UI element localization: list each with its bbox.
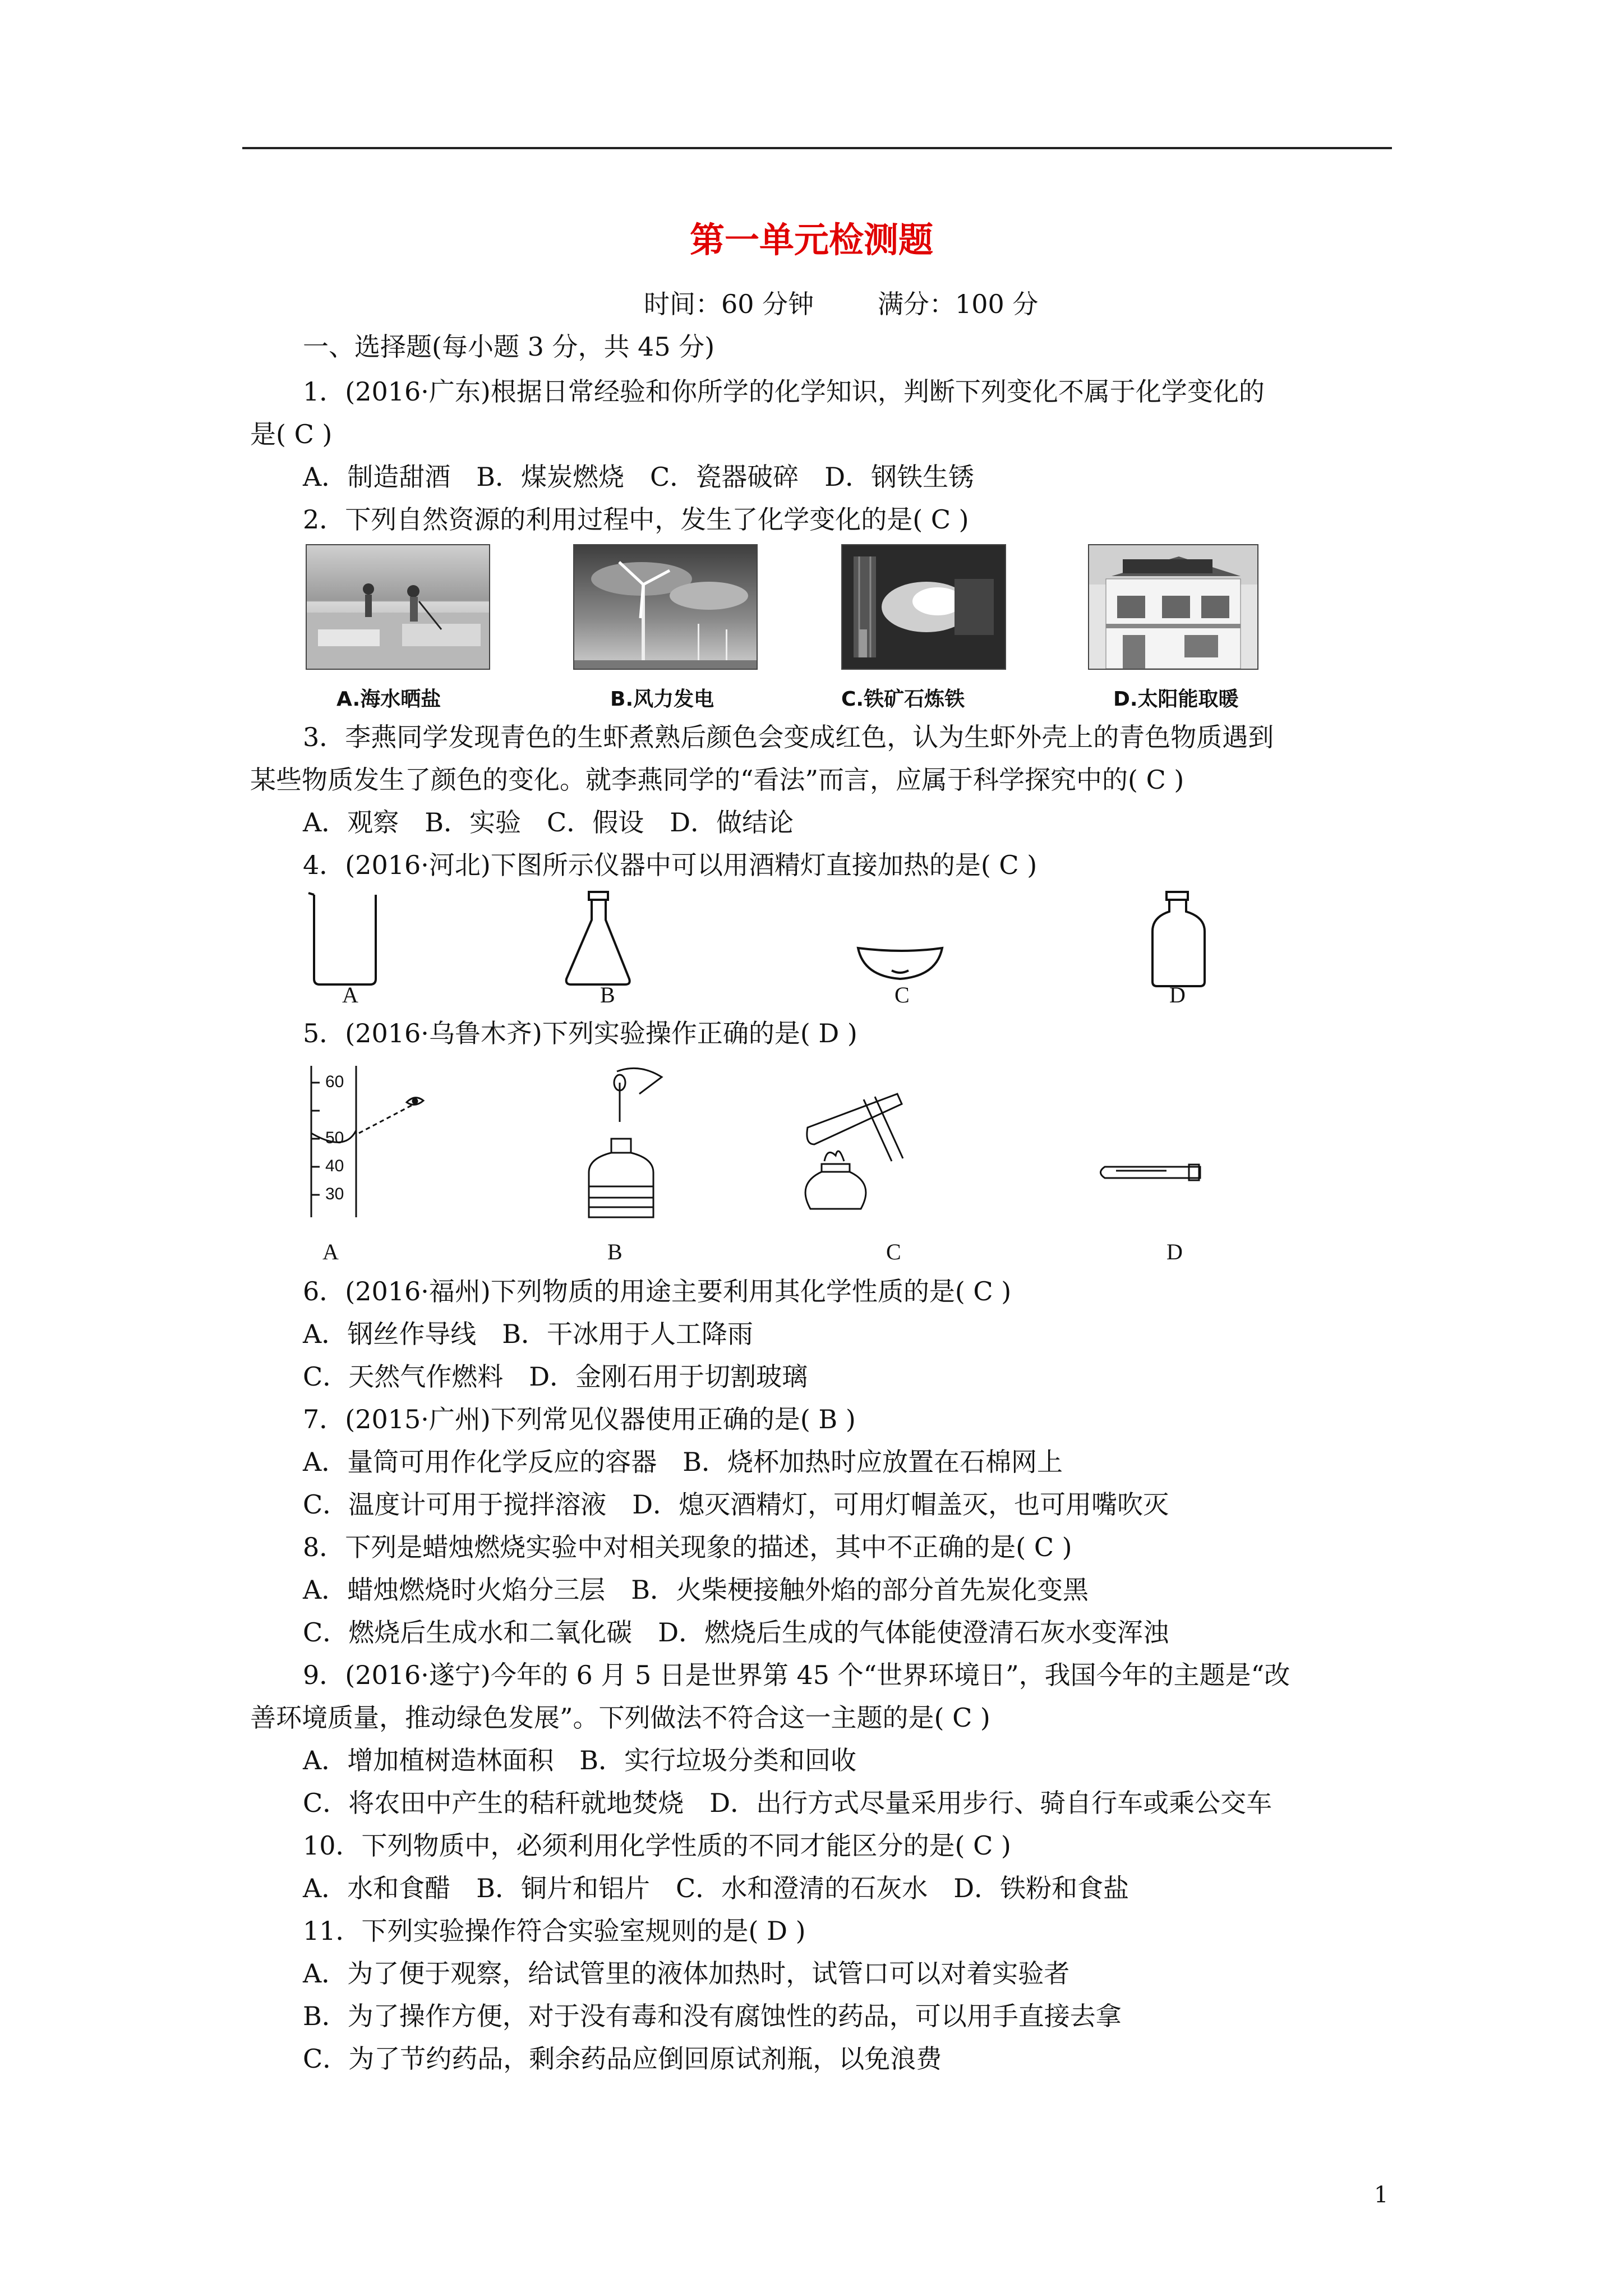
reagent-bottle-icon	[1152, 892, 1205, 986]
q6-options-1: A．钢丝作导线 B．干冰用于人工降雨	[303, 1319, 754, 1349]
q10-options: A．水和食醋 B．铜片和铝片 C．水和澄清的石灰水 D．铁粉和食盐	[303, 1873, 1129, 1903]
tick-30: 30	[325, 1185, 344, 1203]
q1-options: A．制造甜酒 B．煤炭燃烧 C．瓷器破碎 D．钢铁生锈	[303, 462, 975, 492]
q9-stem-line2: 善环境质量，推动绿色发展”。下列做法不符合这一主题的是( C )	[250, 1703, 990, 1733]
sea-salt-photo	[306, 544, 490, 670]
q1-stem-line1: 1．(2016·广东)根据日常经验和你所学的化学知识，判断下列变化不属于化学变化的	[303, 376, 1265, 407]
q10-stem: 10．下列物质中，必须利用化学性质的不同才能区分的是( C )	[303, 1830, 1011, 1861]
q3-stem-line2: 某些物质发生了颜色的变化。就李燕同学的“看法”而言，应属于科学探究中的( C )	[250, 765, 1184, 795]
q2-caption-b: B.风力发电	[610, 688, 714, 711]
q7-options-2: C．温度计可用于搅拌溶液 D．熄灭酒精灯，可用灯帽盖灭，也可用嘴吹灭	[303, 1489, 1169, 1520]
tick-50: 50	[325, 1129, 344, 1147]
q8-stem: 8．下列是蜡烛燃烧实验中对相关现象的描述，其中不正确的是( C )	[303, 1532, 1072, 1562]
q3-stem-line1: 3．李燕同学发现青色的生虾煮熟后颜色会变成红色，认为生虾外壳上的青色物质遇到	[303, 722, 1274, 752]
test-tube-heating-icon	[805, 1094, 903, 1209]
q8-options-1: A．蜡烛燃烧时火焰分三层 B．火柴梗接触外焰的部分首先炭化变黑	[303, 1575, 1089, 1605]
q11-stem: 11．下列实验操作符合实验室规则的是( D )	[303, 1916, 806, 1946]
q5-operations	[303, 1060, 1256, 1223]
q6-options-2: C．天然气作燃料 D．金刚石用于切割玻璃	[303, 1361, 808, 1392]
evaporating-dish-icon	[858, 948, 942, 979]
q6-stem: 6．(2016·福州)下列物质的用途主要利用其化学性质的是( C )	[303, 1276, 1012, 1306]
q9-stem-line1: 9．(2016·遂宁)今年的 6 月 5 日是世界第 45 个“世界环境日”，我国今年的主题是“改	[303, 1660, 1290, 1690]
q4-label-b: B	[600, 982, 615, 1007]
q11-option-b: B．为了操作方便，对于没有毒和没有腐蚀性的药品，可以用手直接去拿	[303, 2001, 1122, 2031]
q1-stem-line2: 是( C )	[250, 419, 333, 449]
q5-label-b: B	[607, 1239, 623, 1264]
q11-option-a: A．为了便于观察，给试管里的液体加热时，试管口可以对着实验者	[303, 1958, 1070, 1989]
tick-60: 60	[325, 1073, 344, 1091]
solar-heating-photo	[1088, 544, 1258, 670]
test-tube-icon	[1101, 1165, 1201, 1180]
q4-instruments	[303, 886, 1256, 993]
q2-caption-a: A.海水晒盐	[336, 688, 441, 711]
q2-stem: 2．下列自然资源的利用过程中，发生了化学变化的是( C )	[303, 504, 969, 535]
time-info: 时间：60 分钟	[644, 289, 814, 319]
q5-label-d: D	[1166, 1239, 1183, 1264]
q7-options-1: A．量筒可用作化学反应的容器 B．烧杯加热时应放置在石棉网上	[303, 1447, 1063, 1477]
q9-options-1: A．增加植树造林面积 B．实行垃圾分类和回收	[303, 1745, 857, 1775]
beaker-icon	[308, 893, 376, 984]
wind-power-photo	[573, 544, 758, 670]
q5-stem: 5．(2016·乌鲁木齐)下列实验操作正确的是( D )	[303, 1018, 857, 1048]
conical-flask-icon	[566, 892, 630, 984]
page-number: 1	[1374, 2182, 1389, 2208]
header-rule	[242, 147, 1392, 149]
q4-label-d: D	[1169, 982, 1186, 1007]
section-heading: 一、选择题(每小题 3 分，共 45 分)	[303, 332, 715, 362]
q7-stem: 7．(2015·广州)下列常见仪器使用正确的是( B )	[303, 1404, 856, 1434]
q2-caption-c: C.铁矿石炼铁	[841, 688, 965, 711]
q4-label-c: C	[895, 982, 910, 1007]
q5-label-a: A	[322, 1239, 339, 1264]
q9-options-2: C．将农田中产生的秸秆就地焚烧 D．出行方式尽量采用步行、骑自行车或乘公交车	[303, 1788, 1272, 1818]
q8-options-2: C．燃烧后生成水和二氧化碳 D．燃烧后生成的气体能使澄清石灰水变浑浊	[303, 1617, 1169, 1648]
q11-option-c: C．为了节约药品，剩余药品应倒回原试剂瓶，以免浪费	[303, 2044, 942, 2074]
q2-caption-d: D.太阳能取暖	[1113, 688, 1239, 711]
q4-stem: 4．(2016·河北)下图所示仪器中可以用酒精灯直接加热的是( C )	[303, 850, 1038, 880]
iron-smelting-photo	[841, 544, 1006, 670]
q3-options: A．观察 B．实验 C．假设 D．做结论	[303, 807, 794, 838]
tick-40: 40	[325, 1157, 344, 1175]
q4-label-a: A	[342, 982, 358, 1007]
score-info: 满分：100 分	[878, 289, 1039, 319]
dropper-bottle-icon	[589, 1068, 662, 1217]
page-title: 第一单元检测题	[689, 219, 933, 260]
q5-label-c: C	[886, 1239, 901, 1264]
